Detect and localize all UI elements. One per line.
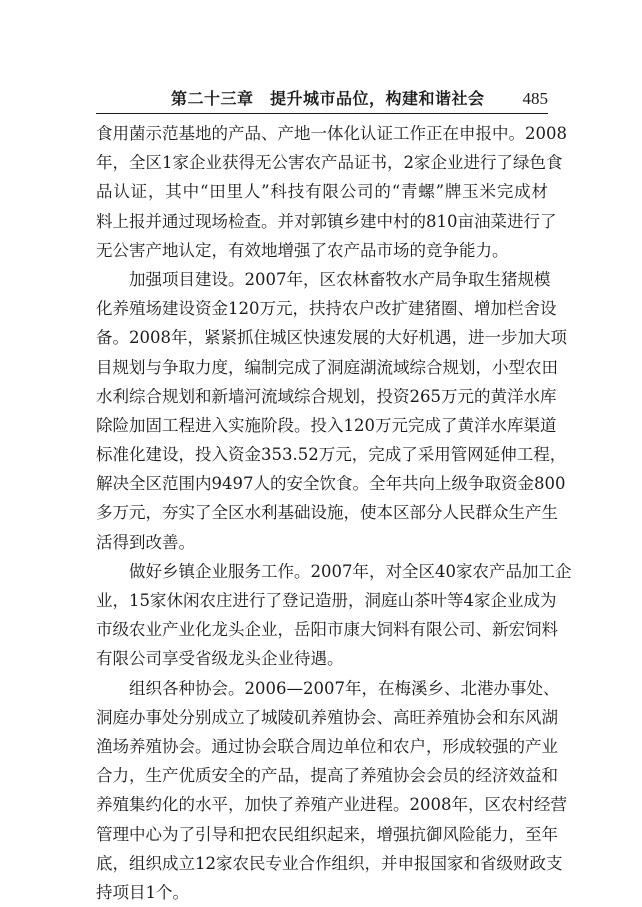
text-line: 活得到改善。	[96, 532, 195, 552]
text-line: 养殖集约化的水平，加快了养殖产业进程。2008年，区农村经营	[96, 795, 567, 815]
text-line: 做好乡镇企业服务工作。2007年，对全区40家农产品加工企	[129, 561, 572, 581]
text-line: 目规划与争取力度，编制完成了洞庭湖流域综合规划，小型农田	[96, 357, 558, 377]
text-line: 组织各种协会。2006—2007年，在梅溪乡、北港办事处、	[129, 678, 560, 698]
paragraph	[96, 265, 567, 557]
text-line: 水利综合规划和新墙河流域综合规划，投资265万元的黄洋水库	[96, 386, 557, 406]
paragraph	[96, 119, 567, 265]
text-line: 底，组织成立12家农民专业合作组织，并申报国家和省级财政支	[96, 853, 563, 873]
text-line: 无公害产地认定，有效地增强了农产品市场的竞争能力。	[96, 240, 509, 260]
text-line: 年，全区1家企业获得无公害农产品证书，2家企业进行了绿色食	[96, 153, 563, 173]
page-number: 485	[522, 89, 548, 108]
text-line: 管理中心为了引导和把农民组织起来，增强抗御风险能力，至年	[96, 824, 558, 844]
text-line: 多万元，夯实了全区水利基础设施，使本区部分人民群众生产生	[96, 503, 558, 523]
text-line: 除险加固工程进入实施阶段。投入120万元完成了黄洋水库渠道	[96, 415, 557, 435]
text-line: 料上报并通过现场检查。并对郭镇乡建中村的810亩油菜进行了	[96, 211, 557, 231]
text-line: 加强项目建设。2007年，区农林畜牧水产局争取生猪规模	[129, 269, 551, 289]
body-text	[96, 119, 572, 907]
text-line: 洞庭办事处分别成立了城陵矶养殖协会、高旺养殖协会和东风湖	[96, 707, 558, 727]
text-line: 标准化建设，投入资金353.52万元，完成了采用管网延伸工程，	[96, 445, 567, 465]
text-line: 品认证，其中“田里人”科技有限公司的“青螺”牌玉米完成材	[96, 182, 548, 202]
text-line: 渔场养殖协会。通过协会联合周边单位和农户，形成较强的产业	[96, 736, 558, 756]
text-line: 持项目1个。	[96, 882, 189, 902]
text-line: 市级农业产业化龙头企业，岳阳市康大饲料有限公司、新宏饲料	[96, 620, 558, 640]
paragraph	[96, 557, 572, 674]
text-line: 解决全区范围内9497人的安全饮食。全年共向上级争取资金800	[96, 474, 566, 494]
text-line: 业，15家休闲农庄进行了登记造册，洞庭山茶叶等4家企业成为	[96, 591, 557, 610]
text-line: 备。2008年，紧紧抓住城区快速发展的大好机遇，进一步加大项	[96, 328, 567, 348]
text-line: 有限公司享受省级龙头企业待遇。	[96, 649, 344, 669]
paragraph	[96, 674, 567, 907]
text-line: 化养殖场建设资金120万元，扶持农户改扩建猪圈、增加栏舍设	[96, 299, 557, 319]
running-header	[96, 84, 548, 114]
text-line: 合力，生产优质安全的产品，提高了养殖协会会员的经济效益和	[96, 766, 558, 786]
chapter-title: 第二十三章 提升城市品位，构建和谐社会	[170, 89, 485, 108]
text-line: 食用菌示范基地的产品、产地一体化认证工作正在申报中。2008	[96, 124, 567, 143]
